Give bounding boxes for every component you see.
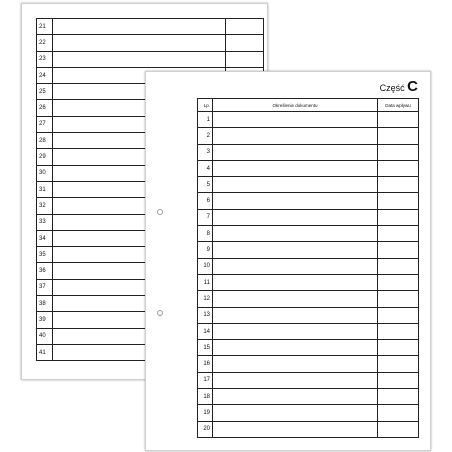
- row-number: 6: [198, 193, 213, 209]
- date-cell[interactable]: [378, 323, 419, 339]
- date-cell[interactable]: [378, 177, 419, 193]
- document-cell[interactable]: [213, 177, 378, 193]
- document-cell[interactable]: [213, 405, 378, 421]
- row-number: 2: [198, 128, 213, 144]
- document-cell[interactable]: [213, 226, 378, 242]
- row-number: 16: [198, 356, 213, 372]
- row-number: 5: [198, 177, 213, 193]
- row-number: 13: [198, 307, 213, 323]
- table-row: [198, 372, 419, 388]
- date-cell[interactable]: [378, 421, 419, 437]
- date-cell[interactable]: [226, 51, 264, 67]
- section-title-prefix: Część: [379, 83, 405, 93]
- document-cell[interactable]: [213, 307, 378, 323]
- row-number: 37: [37, 279, 53, 295]
- date-cell[interactable]: [378, 291, 419, 307]
- document-cell[interactable]: [213, 258, 378, 274]
- row-number: 30: [37, 165, 53, 181]
- table-row: [198, 258, 419, 274]
- date-cell[interactable]: [378, 242, 419, 258]
- front-page: [145, 71, 431, 451]
- date-cell[interactable]: [226, 35, 264, 51]
- table-row: [37, 35, 264, 51]
- document-cell[interactable]: [213, 356, 378, 372]
- table-row: [198, 193, 419, 209]
- document-cell[interactable]: [53, 19, 226, 35]
- row-number: 29: [37, 149, 53, 165]
- table-row: [198, 389, 419, 405]
- document-cell[interactable]: [213, 291, 378, 307]
- document-cell[interactable]: [53, 51, 226, 67]
- row-number: 11: [198, 274, 213, 290]
- row-number: 21: [37, 19, 53, 35]
- row-number: 18: [198, 389, 213, 405]
- table-row: [198, 307, 419, 323]
- table-row: [198, 144, 419, 160]
- row-number: 35: [37, 247, 53, 263]
- date-cell[interactable]: [378, 258, 419, 274]
- punch-hole-icon: [157, 209, 163, 215]
- date-cell[interactable]: [378, 356, 419, 372]
- header-date: Data wpływu: [378, 99, 419, 112]
- row-number: 4: [198, 160, 213, 176]
- row-number: 40: [37, 328, 53, 344]
- date-cell[interactable]: [378, 160, 419, 176]
- table-header-row: [198, 99, 419, 112]
- row-number: 34: [37, 230, 53, 246]
- row-number: 14: [198, 323, 213, 339]
- row-number: 38: [37, 296, 53, 312]
- section-title-letter: C: [407, 78, 418, 95]
- document-cell[interactable]: [213, 128, 378, 144]
- date-cell[interactable]: [226, 19, 264, 35]
- table-row: [198, 160, 419, 176]
- document-cell[interactable]: [213, 209, 378, 225]
- document-cell[interactable]: [213, 389, 378, 405]
- date-cell[interactable]: [378, 128, 419, 144]
- row-number: 19: [198, 405, 213, 421]
- document-cell[interactable]: [213, 274, 378, 290]
- row-number: 12: [198, 291, 213, 307]
- row-number: 9: [198, 242, 213, 258]
- table-row: [198, 323, 419, 339]
- table-row: [198, 128, 419, 144]
- table-row: [37, 19, 264, 35]
- date-cell[interactable]: [378, 209, 419, 225]
- front-register-table: [197, 98, 419, 438]
- punch-hole-icon: [157, 310, 163, 316]
- row-number: 20: [198, 421, 213, 437]
- table-row: [198, 421, 419, 437]
- row-number: 41: [37, 344, 53, 360]
- row-number: 32: [37, 198, 53, 214]
- row-number: 24: [37, 67, 53, 83]
- document-cell[interactable]: [213, 193, 378, 209]
- row-number: 39: [37, 312, 53, 328]
- row-number: 31: [37, 181, 53, 197]
- document-cell[interactable]: [213, 160, 378, 176]
- table-row: [198, 242, 419, 258]
- row-number: 3: [198, 144, 213, 160]
- row-number: 22: [37, 35, 53, 51]
- date-cell[interactable]: [378, 144, 419, 160]
- row-number: 10: [198, 258, 213, 274]
- date-cell[interactable]: [378, 307, 419, 323]
- date-cell[interactable]: [378, 340, 419, 356]
- row-number: 23: [37, 51, 53, 67]
- row-number: 1: [198, 112, 213, 128]
- table-row: [198, 340, 419, 356]
- row-number: 8: [198, 226, 213, 242]
- table-row: [198, 405, 419, 421]
- document-cell[interactable]: [213, 112, 378, 128]
- date-cell[interactable]: [378, 193, 419, 209]
- document-cell[interactable]: [53, 35, 226, 51]
- table-row: [198, 226, 419, 242]
- date-cell[interactable]: [378, 389, 419, 405]
- table-row: [198, 209, 419, 225]
- date-cell[interactable]: [378, 274, 419, 290]
- row-number: 28: [37, 133, 53, 149]
- document-cell[interactable]: [213, 340, 378, 356]
- header-lp: Lp.: [198, 99, 213, 112]
- date-cell[interactable]: [378, 372, 419, 388]
- document-cell[interactable]: [213, 242, 378, 258]
- row-number: 36: [37, 263, 53, 279]
- table-row: [198, 291, 419, 307]
- row-number: 27: [37, 116, 53, 132]
- row-number: 17: [198, 372, 213, 388]
- table-row: [37, 51, 264, 67]
- row-number: 7: [198, 209, 213, 225]
- document-cell[interactable]: [213, 144, 378, 160]
- row-number: 26: [37, 100, 53, 116]
- header-document: Określenie dokumentu: [213, 99, 378, 112]
- row-number: 25: [37, 84, 53, 100]
- document-cell[interactable]: [213, 421, 378, 437]
- row-number: 15: [198, 340, 213, 356]
- table-row: [198, 112, 419, 128]
- section-title: [380, 78, 418, 95]
- table-row: [198, 274, 419, 290]
- date-cell[interactable]: [378, 226, 419, 242]
- document-cell[interactable]: [213, 372, 378, 388]
- table-row: [198, 356, 419, 372]
- date-cell[interactable]: [378, 405, 419, 421]
- table-row: [198, 177, 419, 193]
- date-cell[interactable]: [378, 112, 419, 128]
- row-number: 33: [37, 214, 53, 230]
- document-cell[interactable]: [213, 323, 378, 339]
